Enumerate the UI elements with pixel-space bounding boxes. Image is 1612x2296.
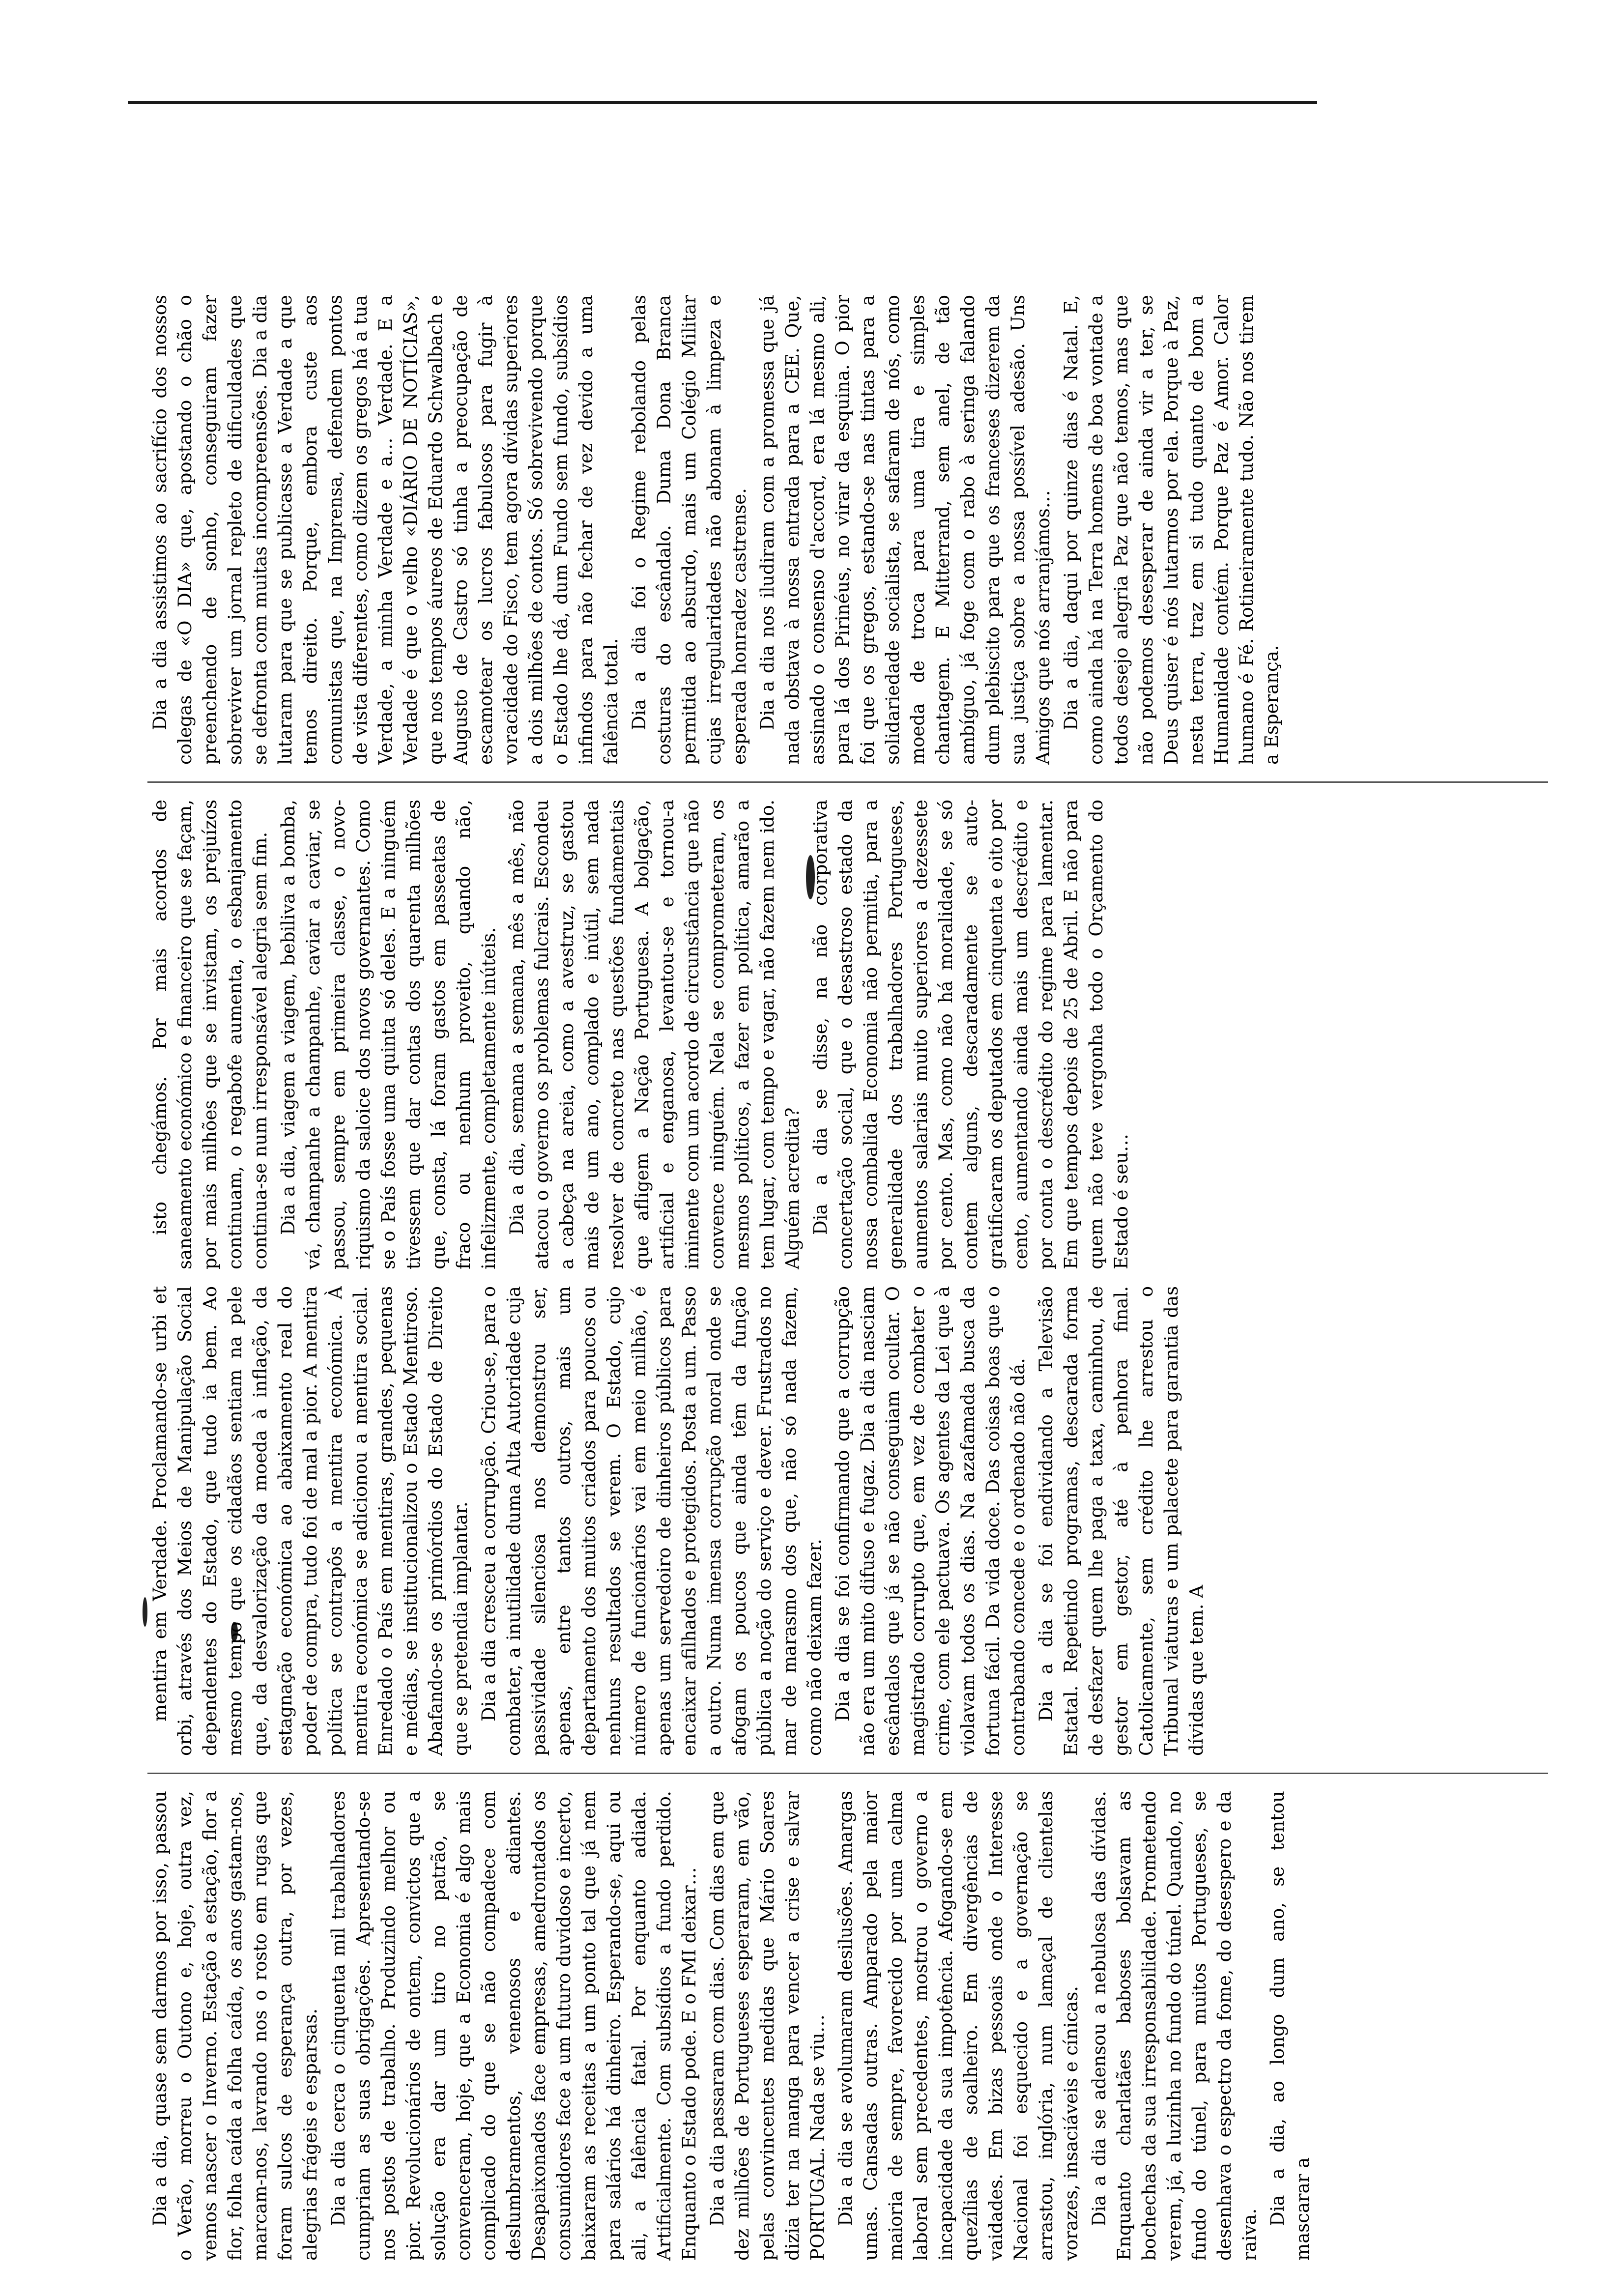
- column-divider: [147, 1773, 1548, 1774]
- scan-border-top: [128, 101, 1317, 104]
- paragraph: Dia a dia se foi confirmando que a corrupção não era um mito difuso e fugaz. Dia a dia nasciam escândalos que já se não conseguiam ocultar. O magistrado corrupto que, em vez de combater o crime, com ele pactuava. Os agentes da Lei que à violavam todos os dias. Na azafamada busca da fortuna fácil. Da vida doce. Das coisas boas que o contrabando concede e o ordenado não dá.: [832, 1286, 1029, 1756]
- paragraph: Dia a dia se avolumaram desilusões. Amargas umas. Cansadas outras. Amparado pela maior maioria de sempre, favorecido por uma calma laboral sem precedentes, mostrou o governo a incapacidade da sua impotência. Afogando-se em quezílias de soalheiro. Em divergências de vaidades. Em bizas pessoais onde o Interesse Nacional foi esquecido e a governação se arrastou, inglória, num lamaçal de clientelas vorazes, insaciáveis e cínicas.: [835, 1791, 1082, 2261]
- paragraph: Dia a dia cresceu a corrupção. Criou-se, para o combater, a inutilidade duma Alta Autoridade cuja passividade silenciosa nos demonstrou ser, apenas, entre tantos outros, mais um departamento dos muitos criados para poucos ou nenhuns resultados se verem. O Estado, cujo número de funcionários vai em meio milhão, é apenas um servedoiro de dinheiros públicos para encaixar afilhados e protegidos. Posta a um. Passo a outro. Numa imensa corrupção moral onde se afogam os poucos que ainda têm da função pública a noção do serviço e dever. Frustrados no mar de marasmo dos que, não só nada fazem, como não deixam fazer.: [478, 1286, 825, 1756]
- paragraph: Dia a dia, semana a semana, mês a mês, não atacou o governo os problemas fulcrais. Escondeu a cabeça na areia, como a avestruz, se gastou mais de um ano, complado e inútil, sem nada resolver de concreto nas questões fundamentais que afligem a Nação Portuguesa. A bolgação, artificial e enganosa, levantou-se e tornou-a iminente com um acordo de circunstância que não convence ninguém. Nela se comprometeram, os mesmos políticos, a fazer em política, amarão a tem lugar, com tempo e vagar, não fazem nem ido. Alguém acredita?: [506, 800, 803, 1269]
- article-column-2: [147, 1286, 1548, 1756]
- paragraph: Dia a dia, quase sem darmos por isso, passou o Verão, morreu o Outono e, hoje, outra vez, vemos nascer o Inverno. Estação a estação, flor a flor, folha caída a folha caída, os anos gastam-nos, marcam-nos, lavrando nos o rosto em rugas que foram sulcos de esperança outra, por vezes, alegrias frágeis e esparsas.: [149, 1791, 321, 2261]
- scan-speck: [143, 1597, 147, 1627]
- paragraph: Dia a dia, daqui por quinze dias é Natal. E, como ainda há na Terra homens de boa vontade a todos desejo alegria Paz que não temos, mas que não podemos desesperar de ainda vir a ter, se Deus quiser é nós lutarmos por ela. Porque à Paz, nesta terra, traz em si tudo quanto de bom a Humanidade contém. Porque Paz é Amor. Calor humano é Fé. Rotineiramente tudo. Não nos tirem a Esperança.: [1061, 295, 1282, 765]
- paragraph: Dia a dia passaram com dias. Com dias em que dez milhões de Portugueses esperaram, em vão, pelas convincentes medidas que Mário Soares dizia ter na manga para vencer a crise e salvar PORTUGAL. Nada se viu…: [707, 1791, 828, 2261]
- paragraph: Dia a dia, ao longo dum ano, se tentou mascarar a: [1267, 1791, 1313, 2261]
- paragraph: Dia a dia nos iludiram com a promessa que já nada obstava à nossa entrada para a CEE. Que, assinado o consenso d'accord, era lá mesmo ali, para lá dos Pirinéus, no virar da esquina. O pior foi que os gregos, estando-se nas tintas para a solidariedade socialista, se safaram de nós, como moeda de troca para uma tira e simples chantagem. E Mitterrand, sem anel, de tão ambíguo, já foge com o rabo à seringa falando dum plebiscito para que os franceses dizerem da sua justiça sobre a nossa possível adesão. Uns Amigos que nós arranjámos…: [757, 295, 1054, 765]
- paragraph: Dia a dia se adensou a nebulosa das dívidas. Enquanto charlatães baboses bolsavam as bochechas da sua irresponsabilidade. Prometendo verem, já, a luzinha no fundo do túnel. Quando, no fundo do túnel, para muitos Portugueses, se desenhava o espectro da fome, do desespero e da raiva.: [1089, 1791, 1260, 2261]
- article-column-4: [147, 295, 1548, 765]
- rotated-article: [147, 295, 1548, 2261]
- paragraph: Dia a dia cerca o cinquenta mil trabalhadores cumpriam as suas obrigações. Apresentando-se nos postos de trabalho. Produzindo melhor ou pior. Revolucionários de ontem, convictos que a solução era dar um tiro no patrão, se convenceram, hoje, que a Economia é algo mais complicado do que se não compadece com deslumbramentos, venenosos e adiantes. Desapaixonados face empresas, amedrontados os consumidores face a um futuro duvidoso e incerto, baixaram as receitas a um ponto tal que já nem para salários há dinheiro. Esperando-se, aqui ou ali, a falência fatal. Por enquanto adiada. Artificialmente. Com subsídios a fundo perdido. Enquanto o Estado pode. E o FMI deixar…: [328, 1791, 700, 2261]
- article-column-1: [147, 1791, 1548, 2261]
- paragraph: Dia a dia se disse, na não corporativa concertação social, que o desastroso estado da nossa combalida Economia não permitia, para a generalidade dos trabalhadores Portugueses, aumentos salariais muito superiores a dezessete por cento. Mas, como não há moralidade, se só contem alguns, descaradamente se auto-gratificaram os deputados em cinquenta e oito por cento, aumentando ainda mais um descrédito e por conta o descrédito do regime para lamentar. Em que tempos depois de 25 de Abril. E não para quem não teve vergonha todo o Orçamento do Estado é seu…: [810, 800, 1132, 1269]
- paragraph: isto chegámos. Por mais acordos de saneamento económico e financeiro que se façam, por mais milhões que se invistam, os prejuízos continuam, o regabofe aumenta, o esbanjamento continua-se num irresponsável alegria sem fim.: [149, 800, 271, 1269]
- paragraph: Dia a dia foi o Regime rebolando pelas costuras do escândalo. Duma Dona Branca permitida ao absurdo, mais um Colégio Militar cujas irregularidades não abonam à limpeza e esperada honradez castrense.: [629, 295, 750, 765]
- paragraph: Dia a dia assistimos ao sacrifício dos nossos colegas de «O DIA» que, apostando o chão o preenchendo de sonho, conseguiram fazer sobreviver um jornal repleto de dificuldades que se defronta com muitas incompreensões. Dia a dia lutaram para que se publicasse a Verdade a que temos direito. Porque, embora custe aos comunistas que, na Imprensa, defendem pontos de vista diferentes, como dizem os gregos há a tua Verdade, a minha Verdade e a… Verdade. E a Verdade é que o velho «DIÁRIO DE NOTÍCIAS», que nos tempos áureos de Eduardo Schwalbach e Augusto de Castro só tinha a preocupação de escamotear os lucros fabulosos para fugir à voracidade do Fisco, tem agora dívidas superiores a dois milhões de contos. Só sobrevivendo porque o Estado lhe dá, dum Fundo sem fundo, subsídios infindos para não fechar de vez devido a uma falência total.: [149, 295, 622, 765]
- paragraph: Dia a dia, viagem a viagem, bebiliva a bomba, vá, champanhe a champanhe, caviar a caviar, se passou, sempre em primeira classe, o novo-riquismo da saloice dos novos governantes. Como se o País fosse uma quinta só deles. E a ninguém tivessem que dar contas dos quarenta milhões que, consta, lá foram gastos em passeatas de fraco ou nenhum proveito, quando não, infelizmente, completamente inúteis.: [278, 800, 499, 1269]
- article-column-3: [147, 800, 1548, 1269]
- paragraph: mentira em Verdade. Proclamando-se urbi et orbi, através dos Meios de Manipulação Social dependentes do Estado, que tudo ia bem. Ao mesmo tempo que os cidadãos sentiam na pele que, da desvalorização da moeda à inflação, da estagnação económica ao abaixamento real do poder de compra, tudo foi de mal a pior. A mentira política se contrapôs a mentira económica. À mentira económica se adicionou a mentira social. Enredado o País em mentiras, grandes, pequenas e médias, se institucionalizou o Estado Mentiroso. Abafando-se os primórdios do Estado de Direito que se pretendia implantar.: [149, 1286, 471, 1756]
- column-divider: [147, 781, 1548, 783]
- paragraph: Dia a dia se foi endividando a Televisão Estatal. Repetindo programas, descarada forma de desfazer quem lhe paga a taxa, caminhou, de gestor em gestor, até à penhora final. Catolicamente, sem crédito lhe arrestou o Tribunal viaturas e um palacete para garantia das dívidas que tem. A: [1036, 1286, 1207, 1756]
